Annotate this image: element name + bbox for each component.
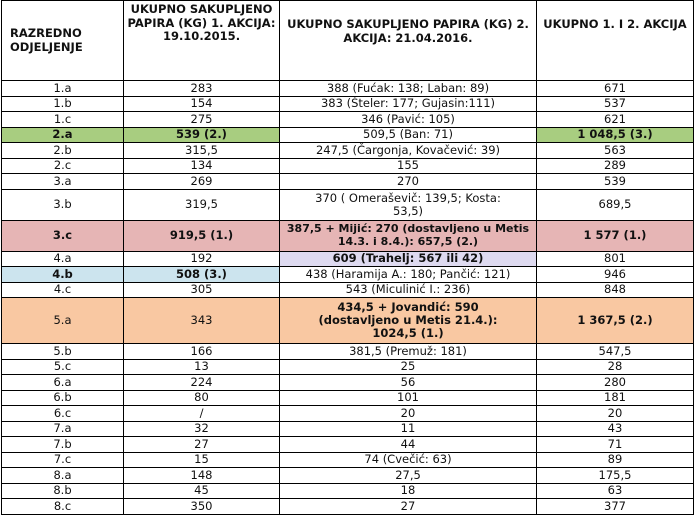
total-cell: 71 [537,437,694,453]
class-cell: 6.b [2,390,124,406]
table-row [2,437,694,453]
action1-cell: 166 [124,344,280,360]
class-cell: 1.b [2,96,124,112]
table-row [2,96,694,112]
action1-cell: 134 [124,158,280,174]
action1-cell: 13 [124,359,280,375]
action2-cell: 74 (Cvečić: 63) [280,452,537,468]
action1-cell: 148 [124,468,280,484]
class-cell: 5.a [2,298,124,344]
action2-cell: 543 (Miculinić I.: 236) [280,282,537,298]
total-cell: 89 [537,452,694,468]
total-cell: 689,5 [537,189,694,220]
action2-cell: 609 (Trahelj: 567 ili 42) [280,251,537,267]
action2-cell: 20 [280,406,537,422]
table-row [2,298,694,344]
class-cell: 7.b [2,437,124,453]
action1-cell: 80 [124,390,280,406]
total-cell: 539 [537,174,694,190]
class-cell: 3.b [2,189,124,220]
table-row [2,81,694,97]
action1-cell: 224 [124,375,280,391]
paper-collection-table [1,0,694,515]
table-row [2,282,694,298]
total-cell: 671 [537,81,694,97]
class-cell: 5.c [2,359,124,375]
table-row [2,499,694,515]
table-row [2,267,694,283]
total-cell: 1 367,5 (2.) [537,298,694,344]
action2-cell: 44 [280,437,537,453]
action2-cell: 155 [280,158,537,174]
table-row [2,359,694,375]
class-cell: 8.c [2,499,124,515]
class-cell: 2.b [2,143,124,159]
action2-cell: 247,5 (Čargonja, Kovačević: 39) [280,143,537,159]
table-row [2,143,694,159]
total-cell: 547,5 [537,344,694,360]
class-cell: 6.c [2,406,124,422]
action1-cell: 508 (3.) [124,267,280,283]
action1-cell: 539 (2.) [124,127,280,143]
action2-cell: 388 (Fućak: 138; Laban: 89) [280,81,537,97]
total-cell: 377 [537,499,694,515]
action1-cell: 283 [124,81,280,97]
table-row [2,251,694,267]
class-cell: 5.b [2,344,124,360]
action2-cell: 11 [280,421,537,437]
total-cell: 289 [537,158,694,174]
header-action-2: UKUPNO SAKUPLJENO PAPIRA (KG) 2. AKCIJA: 21.04.2016. [280,1,537,81]
action1-cell: 15 [124,452,280,468]
action1-cell: 192 [124,251,280,267]
action2-cell: 387,5 + Mijić: 270 (dostavljeno u Metis 14.3. i 8.4.): 657,5 (2.) [280,220,537,251]
total-cell: 181 [537,390,694,406]
action1-cell: 275 [124,112,280,128]
class-cell: 8.a [2,468,124,484]
class-cell: 4.c [2,282,124,298]
class-cell: 4.b [2,267,124,283]
class-cell: 1.a [2,81,124,97]
action1-cell: 919,5 (1.) [124,220,280,251]
action1-cell: 45 [124,483,280,499]
action2-cell: 56 [280,375,537,391]
action2-cell: 434,5 + Jovandić: 590 (dostavljeno u Metis 21.4.): 1024,5 (1.) [280,298,537,344]
action2-cell: 509,5 (Ban: 71) [280,127,537,143]
total-cell: 537 [537,96,694,112]
action2-cell: 101 [280,390,537,406]
action1-cell: 154 [124,96,280,112]
total-cell: 801 [537,251,694,267]
header-class: RAZREDNO ODJELJENJE [2,1,124,81]
action2-cell: 270 [280,174,537,190]
table-row [2,421,694,437]
action1-cell: 27 [124,437,280,453]
table-row [2,158,694,174]
action2-cell: 25 [280,359,537,375]
action2-cell: 27,5 [280,468,537,484]
total-cell: 43 [537,421,694,437]
class-cell: 8.b [2,483,124,499]
action1-cell: 305 [124,282,280,298]
class-cell: 2.c [2,158,124,174]
class-cell: 4.a [2,251,124,267]
header-row [2,1,694,81]
action2-cell: 27 [280,499,537,515]
table-row [2,189,694,220]
table-row [2,344,694,360]
total-cell: 563 [537,143,694,159]
table-row [2,220,694,251]
action1-cell: 350 [124,499,280,515]
table-row [2,127,694,143]
action2-cell: 370 ( Omeraševič: 139,5; Kosta: 53,5) [280,189,537,220]
total-cell: 175,5 [537,468,694,484]
total-cell: 848 [537,282,694,298]
table-row [2,452,694,468]
total-cell: 946 [537,267,694,283]
total-cell: 621 [537,112,694,128]
table-row [2,390,694,406]
total-cell: 1 577 (1.) [537,220,694,251]
action2-cell: 438 (Haramija A.: 180; Pančić: 121) [280,267,537,283]
total-cell: 280 [537,375,694,391]
table-row [2,112,694,128]
class-cell: 7.a [2,421,124,437]
total-cell: 1 048,5 (3.) [537,127,694,143]
class-cell: 1.c [2,112,124,128]
action1-cell: 269 [124,174,280,190]
total-cell: 20 [537,406,694,422]
header-action-1: UKUPNO SAKUPLJENO PAPIRA (KG) 1. AKCIJA: 19.10.2015. [124,1,280,81]
action1-cell: 32 [124,421,280,437]
action1-cell: 343 [124,298,280,344]
action1-cell: 315,5 [124,143,280,159]
action2-cell: 383 (Šteler: 177; Gujasin:111) [280,96,537,112]
action1-cell: 319,5 [124,189,280,220]
class-cell: 3.c [2,220,124,251]
class-cell: 7.c [2,452,124,468]
action2-cell: 18 [280,483,537,499]
class-cell: 6.a [2,375,124,391]
class-cell: 3.a [2,174,124,190]
table-row [2,468,694,484]
action2-cell: 381,5 (Premuž: 181) [280,344,537,360]
total-cell: 28 [537,359,694,375]
total-cell: 63 [537,483,694,499]
table-row [2,406,694,422]
table-row [2,375,694,391]
table-row [2,174,694,190]
action1-cell: / [124,406,280,422]
table-row [2,483,694,499]
action2-cell: 346 (Pavić: 105) [280,112,537,128]
class-cell: 2.a [2,127,124,143]
header-total: UKUPNO 1. I 2. AKCIJA [537,1,694,81]
